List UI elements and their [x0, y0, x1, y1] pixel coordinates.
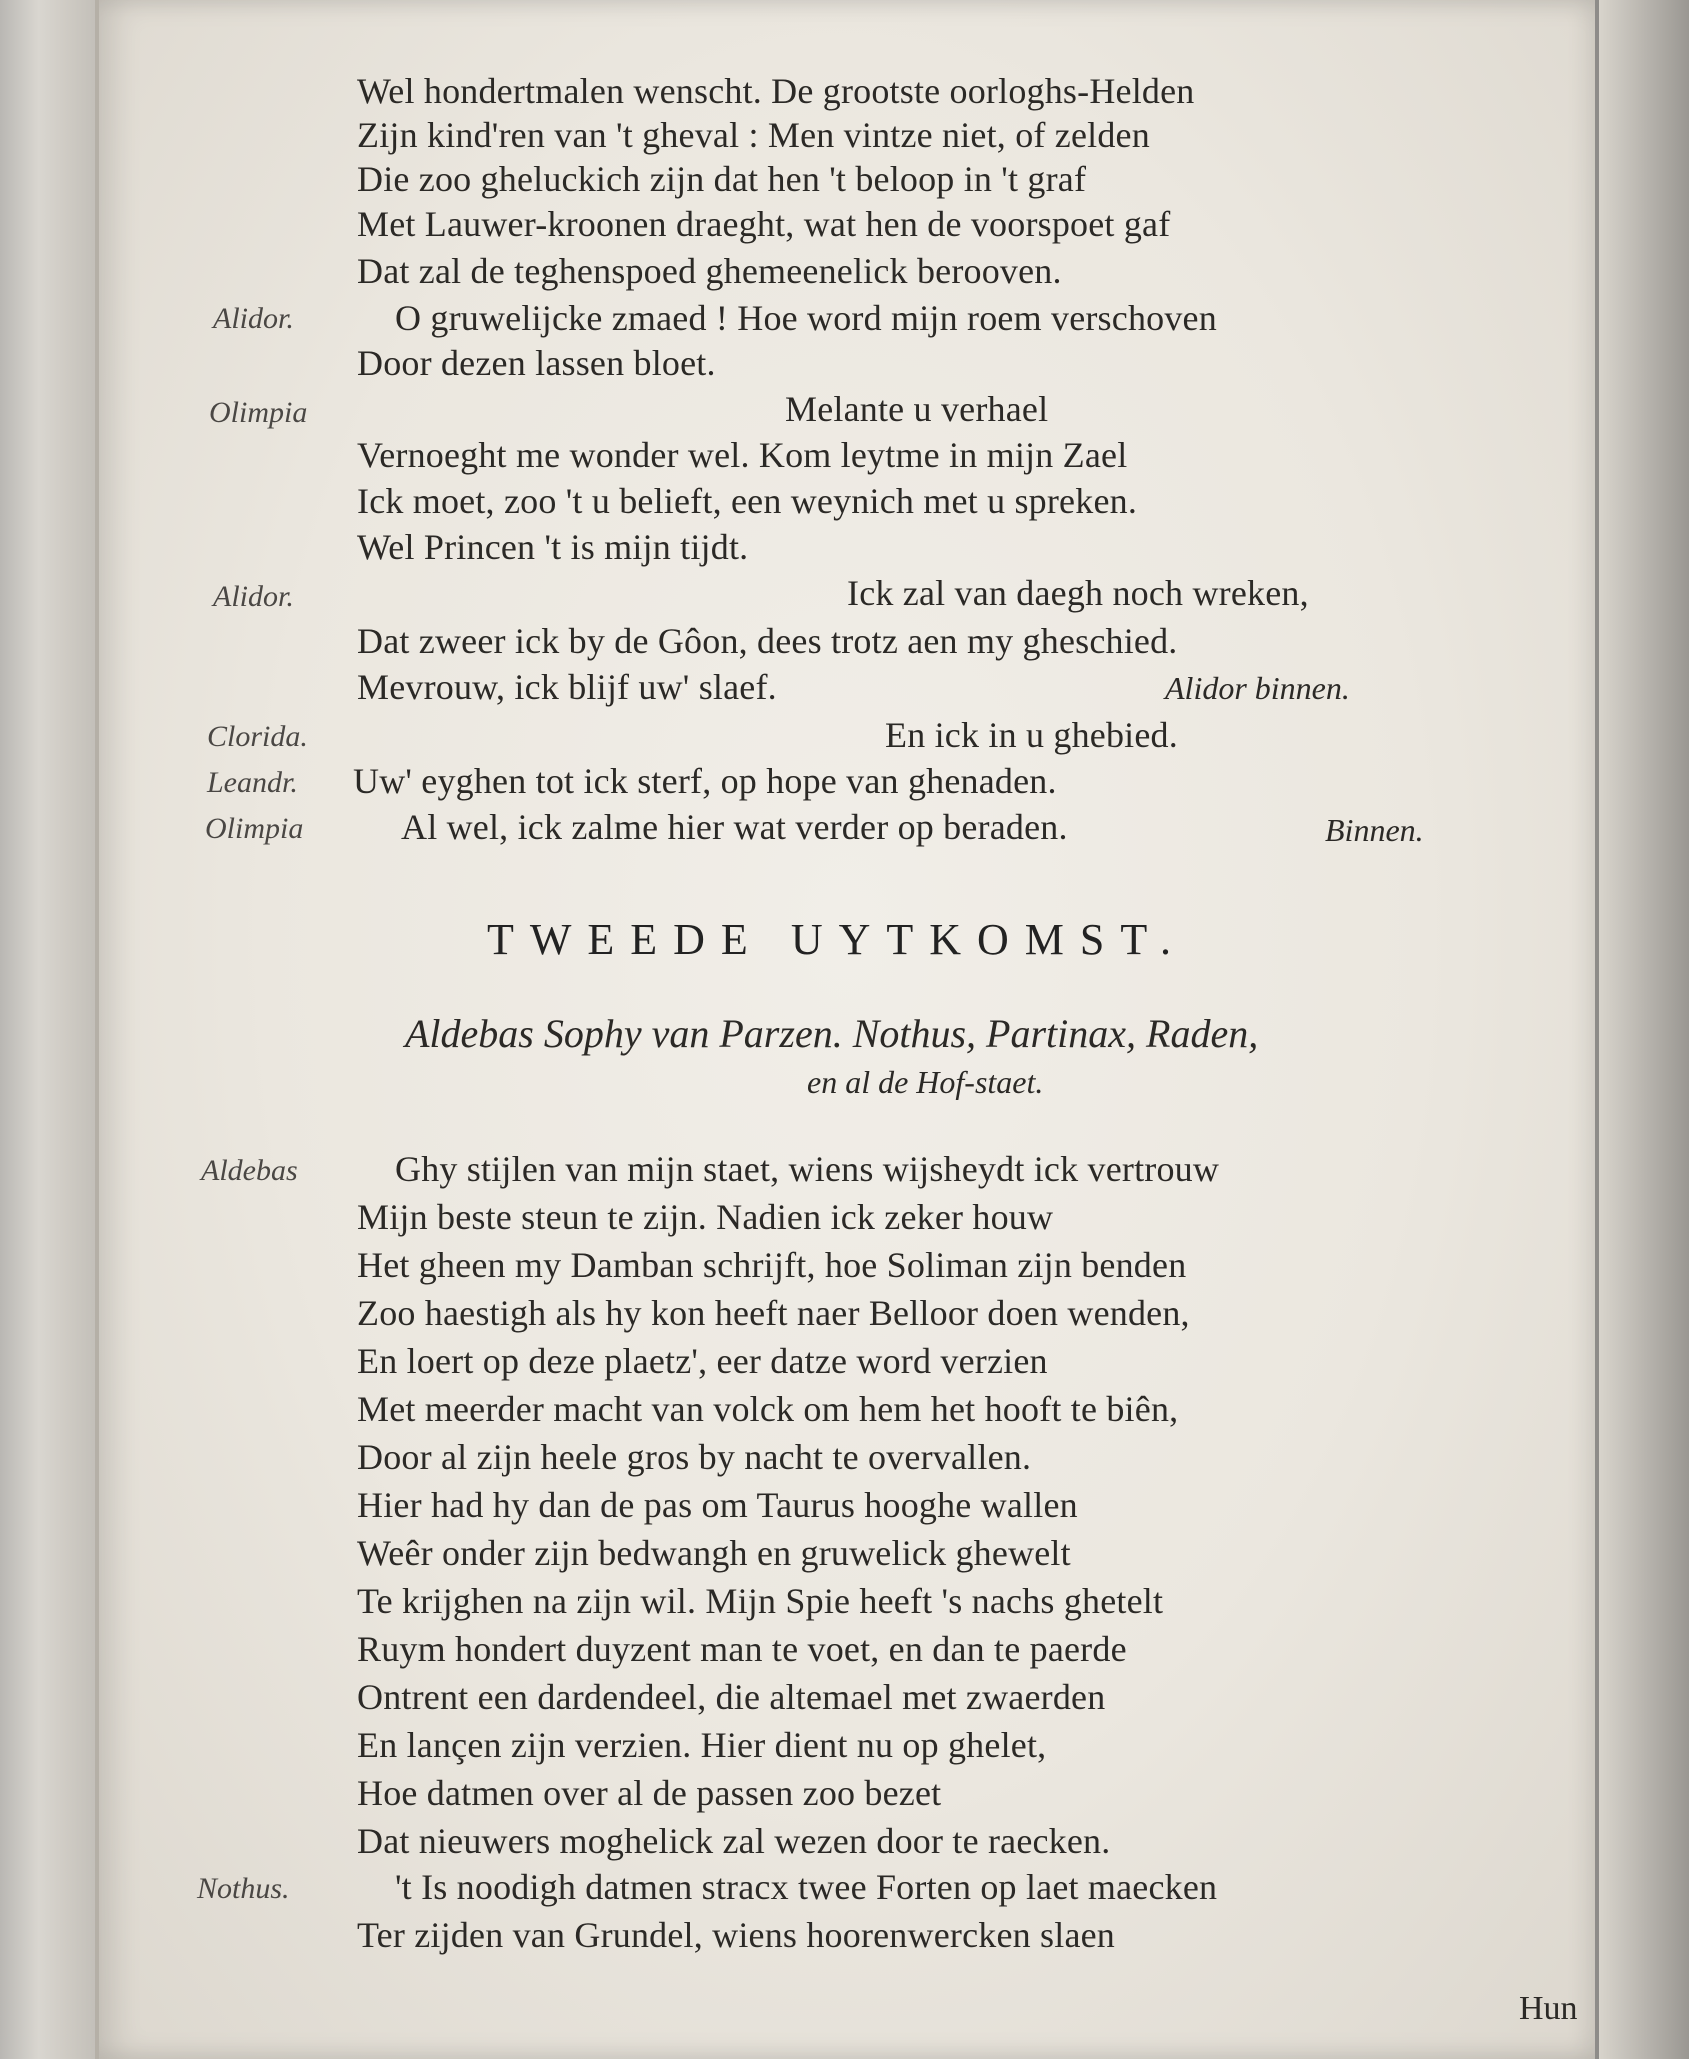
verse-line: En lançen zijn verzien. Hier dient nu op ghelet, — [357, 1725, 1047, 1765]
verse-line: Dat zweer ick by de Gôon, dees trotz aen my gheschied. — [357, 621, 1178, 661]
book-edge-left — [0, 0, 110, 2059]
verse-line: Met meerder macht van volck om hem het hooft te biên, — [357, 1389, 1179, 1429]
verse-line: O gruwelijcke zmaed ! Hoe word mijn roem verschoven — [395, 298, 1217, 338]
verse-line: Hoe datmen over al de passen zoo bezet — [357, 1773, 942, 1813]
verse-line: Die zoo gheluckich zijn dat hen 't beloop in 't graf — [357, 159, 1087, 199]
book-page — [95, 0, 1595, 2059]
verse-line: Vernoeght me wonder wel. Kom leytme in mijn Zael — [357, 435, 1128, 475]
verse-line: Te krijghen na zijn wil. Mijn Spie heeft 's nachs ghetelt — [357, 1581, 1164, 1621]
verse-line: Dat nieuwers moghelick zal wezen door te raecken. — [357, 1821, 1111, 1861]
verse-line: Zijn kind'ren van 't gheval : Men vintze niet, of zelden — [357, 115, 1150, 155]
verse-line: Uw' eyghen tot ick sterf, op hope van ghenaden. — [353, 761, 1057, 801]
verse-line: Weêr onder zijn bedwangh en gruwelick ghewelt — [357, 1533, 1071, 1573]
verse-line: Ruym hondert duyzent man te voet, en dan te paerde — [357, 1629, 1127, 1669]
verse-line: 't Is noodigh datmen stracx twee Forten op laet maecken — [395, 1867, 1218, 1907]
verse-line: Het gheen my Damban schrijft, hoe Soliman zijn benden — [357, 1245, 1187, 1285]
verse-line: Ick zal van daegh noch wreken, — [847, 573, 1309, 613]
gutter — [95, 0, 99, 2059]
speaker-name: Olimpia — [209, 396, 308, 429]
speaker-name: Nothus. — [197, 1872, 290, 1905]
speaker-name: Aldebas — [201, 1154, 298, 1187]
verse-line: Mijn beste steun te zijn. Nadien ick zeker houw — [357, 1197, 1054, 1237]
verse-line: Mevrouw, ick blijf uw' slaef. — [357, 667, 777, 707]
verse-line: Al wel, ick zalme hier wat verder op beraden. — [401, 807, 1068, 847]
cast-list: Aldebas Sophy van Parzen. Nothus, Partinax, Raden, — [405, 1011, 1259, 1056]
verse-line: Hier had hy dan de pas om Taurus hooghe wallen — [357, 1485, 1078, 1525]
speaker-name: Clorida. — [207, 720, 308, 753]
verse-line: Door al zijn heele gros by nacht te overvallen. — [357, 1437, 1032, 1477]
verse-line: Zoo haestigh als hy kon heeft naer Belloor doen wenden, — [357, 1293, 1190, 1333]
verse-line: Dat zal de teghenspoed ghemeenelick berooven. — [357, 251, 1062, 291]
stage-direction: Binnen. — [1325, 812, 1424, 848]
scene-heading: TWEEDE UYTKOMST. — [487, 915, 1187, 964]
verse-line: Met Lauwer-kroonen draeght, wat hen de voorspoet gaf — [357, 204, 1171, 244]
cast-list-continued: en al de Hof-staet. — [807, 1064, 1044, 1100]
verse-line: Ter zijden van Grundel, wiens hoorenwercken slaen — [357, 1915, 1115, 1955]
speaker-name: Alidor. — [213, 302, 294, 335]
verse-line: Ontrent een dardendeel, die altemael met zwaerden — [357, 1677, 1106, 1717]
catchword: Hun — [1519, 1990, 1578, 2027]
speaker-name: Olimpia — [205, 812, 304, 845]
verse-line: Wel Princen 't is mijn tijdt. — [357, 527, 749, 567]
book-edge-right — [1599, 0, 1689, 2059]
verse-line: Wel hondertmalen wenscht. De grootste oorloghs-Helden — [357, 71, 1195, 111]
stage-direction: Alidor binnen. — [1165, 670, 1350, 706]
verse-line: Ick moet, zoo 't u belieft, een weynich met u spreken. — [357, 481, 1138, 521]
verse-line: En ick in u ghebied. — [885, 715, 1178, 755]
verse-line: Ghy stijlen van mijn staet, wiens wijsheydt ick vertrouw — [395, 1149, 1220, 1189]
verse-line: En loert op deze plaetz', eer datze word verzien — [357, 1341, 1048, 1381]
speaker-name: Leandr. — [207, 766, 298, 799]
verse-line: Melante u verhael — [785, 389, 1049, 429]
speaker-name: Alidor. — [213, 580, 294, 613]
verse-line: Door dezen lassen bloet. — [357, 343, 716, 383]
